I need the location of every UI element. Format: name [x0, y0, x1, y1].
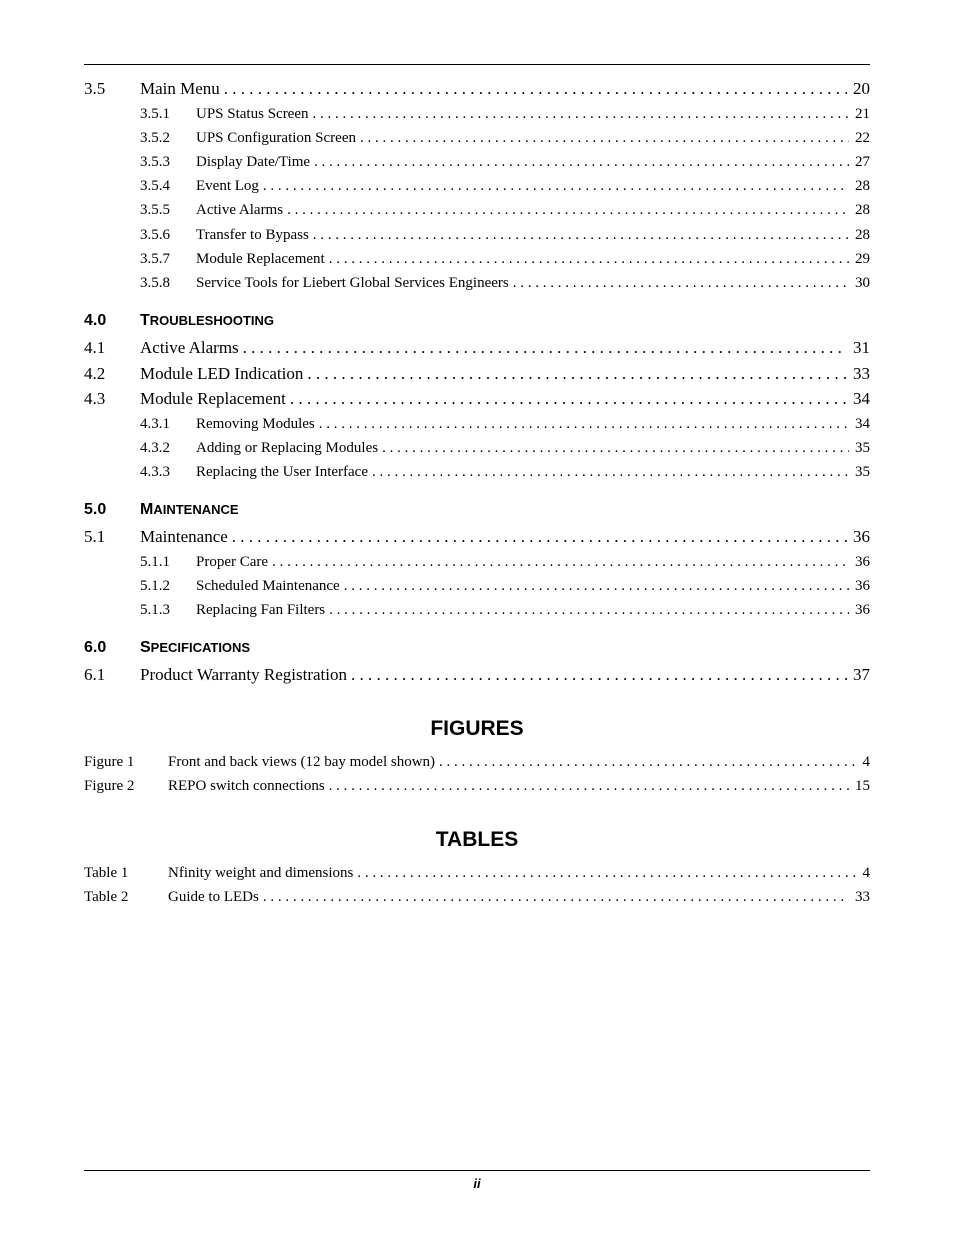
toc-entry-page: 30 — [855, 275, 870, 291]
toc-entry-number: 4.3.2 — [140, 440, 170, 456]
toc-entry-page: 21 — [855, 106, 870, 122]
chapter-title-rest: ROUBLESHOOTING — [149, 313, 275, 328]
toc-entry-number: 5.1.3 — [140, 602, 170, 618]
toc-entry-3-5-3[interactable] — [84, 154, 870, 171]
figure-title: Front and back views (12 bay model shown) — [168, 754, 436, 770]
table-page: 33 — [855, 889, 870, 905]
toc-entry-3-5-1[interactable] — [84, 106, 870, 123]
chapter-heading-5[interactable] — [84, 501, 239, 519]
dot-leader — [319, 416, 849, 433]
toc-entry-number: 3.5.1 — [140, 106, 170, 122]
toc-entry-title: Removing Modules — [196, 416, 315, 432]
toc-entry-number: 3.5.7 — [140, 251, 170, 267]
toc-entry-number: 5.1 — [84, 527, 106, 546]
figure-page: 4 — [862, 754, 870, 770]
figure-label: Figure 1 — [84, 754, 135, 770]
toc-entry-number: 5.1.1 — [140, 554, 170, 570]
toc-entry-3-5-5[interactable] — [84, 202, 870, 219]
table-entry-2[interactable] — [84, 889, 870, 906]
toc-entry-5-1-3[interactable] — [84, 602, 870, 619]
toc-entry-title: Module Replacement — [140, 389, 286, 408]
dot-leader — [344, 578, 849, 595]
toc-entry-title: Active Alarms — [140, 338, 239, 357]
header-rule — [84, 64, 870, 65]
toc-entry-number: 3.5.2 — [140, 130, 170, 146]
table-entry-1[interactable] — [84, 865, 870, 882]
table-page: 4 — [862, 865, 870, 881]
chapter-number: 4.0 — [84, 312, 107, 329]
toc-entry-number: 3.5.4 — [140, 178, 170, 194]
table-label: Table 2 — [84, 889, 129, 905]
dot-leader — [513, 275, 849, 292]
dot-leader — [439, 754, 856, 771]
dot-leader — [290, 389, 847, 409]
toc-entry-title: Transfer to Bypass — [196, 227, 309, 243]
chapter-title-initial: S — [140, 639, 151, 656]
figure-title: REPO switch connections — [168, 778, 325, 794]
chapter-number: 6.0 — [84, 639, 107, 656]
toc-entry-page: 27 — [855, 154, 870, 170]
dot-leader — [329, 251, 849, 268]
dot-leader — [313, 227, 849, 244]
toc-entry-page: 28 — [855, 227, 870, 243]
chapter-number: 5.0 — [84, 501, 107, 518]
toc-entry-page: 37 — [853, 665, 870, 684]
dot-leader — [287, 202, 849, 219]
dot-leader — [329, 602, 849, 619]
toc-entry-page: 36 — [853, 527, 870, 546]
toc-entry-number: 3.5.5 — [140, 202, 170, 218]
dot-leader — [224, 79, 847, 99]
toc-entry-number: 6.1 — [84, 665, 106, 684]
toc-entry-page: 34 — [855, 416, 870, 432]
toc-entry-4-3-3[interactable] — [84, 464, 870, 481]
dot-leader — [382, 440, 849, 457]
toc-entry-6-1[interactable] — [84, 665, 870, 685]
table-title: Nfinity weight and dimensions — [168, 865, 354, 881]
toc-entry-page: 22 — [855, 130, 870, 146]
table-label: Table 1 — [84, 865, 129, 881]
dot-leader — [360, 130, 849, 147]
toc-entry-4-3-2[interactable] — [84, 440, 870, 457]
toc-entry-page: 31 — [853, 338, 870, 357]
figures-heading: FIGURES — [430, 717, 524, 740]
toc-entry-title: Product Warranty Registration — [140, 665, 347, 684]
toc-entry-page: 20 — [853, 79, 870, 98]
toc-entry-3-5-8[interactable] — [84, 275, 870, 292]
toc-entry-title: Service Tools for Liebert Global Services Engineers — [196, 275, 509, 291]
toc-entry-number: 4.3.1 — [140, 416, 170, 432]
dot-leader — [243, 338, 847, 358]
figure-entry-2[interactable] — [84, 778, 870, 795]
figure-page: 15 — [855, 778, 870, 794]
toc-entry-3-5-6[interactable] — [84, 227, 870, 244]
footer-rule — [84, 1170, 870, 1171]
chapter-title-initial: T — [140, 312, 150, 329]
toc-entry-number: 4.1 — [84, 338, 106, 357]
toc-entry-number: 3.5.3 — [140, 154, 170, 170]
toc-entry-number: 3.5.6 — [140, 227, 170, 243]
toc-entry-title: Replacing the User Interface — [196, 464, 368, 480]
toc-entry-title: Module Replacement — [196, 251, 325, 267]
toc-entry-page: 34 — [853, 389, 870, 408]
toc-entry-4-3[interactable] — [84, 389, 870, 409]
toc-entry-number: 5.1.2 — [140, 578, 170, 594]
chapter-title-initial: M — [140, 501, 154, 518]
toc-entry-title: Main Menu — [140, 79, 220, 98]
dot-leader — [263, 178, 849, 195]
figure-entry-1[interactable] — [84, 754, 870, 771]
dot-leader — [372, 464, 849, 481]
toc-entry-number: 4.3.3 — [140, 464, 170, 480]
dot-leader — [329, 778, 849, 795]
toc-entry-number: 4.3 — [84, 389, 106, 408]
toc-entry-3-5[interactable] — [84, 79, 870, 99]
page-number: ii — [473, 1176, 481, 1191]
toc-entry-3-5-7[interactable] — [84, 251, 870, 268]
dot-leader — [313, 106, 850, 123]
toc-entry-title: Scheduled Maintenance — [196, 578, 340, 594]
toc-entry-page: 29 — [855, 251, 870, 267]
toc-entry-3-5-2[interactable] — [84, 130, 870, 147]
toc-entry-4-1[interactable] — [84, 338, 870, 358]
figure-label: Figure 2 — [84, 778, 135, 794]
toc-entry-4-3-1[interactable] — [84, 416, 870, 433]
toc-entry-5-1-1[interactable] — [84, 554, 870, 571]
table-title: Guide to LEDs — [168, 889, 259, 905]
dot-leader — [357, 865, 856, 882]
chapter-heading-6[interactable] — [84, 639, 250, 657]
dot-leader — [351, 665, 847, 685]
dot-leader — [263, 889, 849, 906]
toc-entry-title: Event Log — [196, 178, 259, 194]
toc-entry-title: Display Date/Time — [196, 154, 311, 170]
toc-entry-page: 35 — [855, 464, 870, 480]
toc-entry-page: 33 — [853, 364, 870, 383]
toc-entry-number: 3.5.8 — [140, 275, 170, 291]
toc-entry-page: 35 — [855, 440, 870, 456]
toc-entry-4-2[interactable] — [84, 364, 870, 384]
toc-entry-number: 4.2 — [84, 364, 106, 383]
dot-leader — [272, 554, 849, 571]
toc-entry-5-1[interactable] — [84, 527, 870, 547]
toc-entry-title: Proper Care — [196, 554, 269, 570]
toc-entry-title: Maintenance — [140, 527, 228, 546]
toc-entry-page: 28 — [855, 202, 870, 218]
toc-entry-title: Adding or Replacing Modules — [196, 440, 379, 456]
toc-entry-title: UPS Status Screen — [196, 106, 309, 122]
tables-heading: TABLES — [435, 828, 519, 851]
dot-leader — [307, 364, 847, 384]
toc-entry-5-1-2[interactable] — [84, 578, 870, 595]
toc-entry-number: 3.5 — [84, 79, 106, 98]
toc-entry-3-5-4[interactable] — [84, 178, 870, 195]
dot-leader — [314, 154, 849, 171]
toc-entry-title: UPS Configuration Screen — [196, 130, 356, 146]
chapter-title-rest: PECIFICATIONS — [150, 640, 251, 655]
chapter-heading-4[interactable] — [84, 312, 274, 330]
toc-entry-title: Active Alarms — [196, 202, 284, 218]
toc-entry-title: Module LED Indication — [140, 364, 304, 383]
toc-entry-title: Replacing Fan Filters — [196, 602, 326, 618]
dot-leader — [232, 527, 847, 547]
toc-entry-page: 36 — [855, 602, 870, 618]
chapter-title-rest: AINTENANCE — [153, 502, 239, 517]
toc-entry-page: 28 — [855, 178, 870, 194]
toc-entry-page: 36 — [855, 554, 870, 570]
toc-entry-page: 36 — [855, 578, 870, 594]
